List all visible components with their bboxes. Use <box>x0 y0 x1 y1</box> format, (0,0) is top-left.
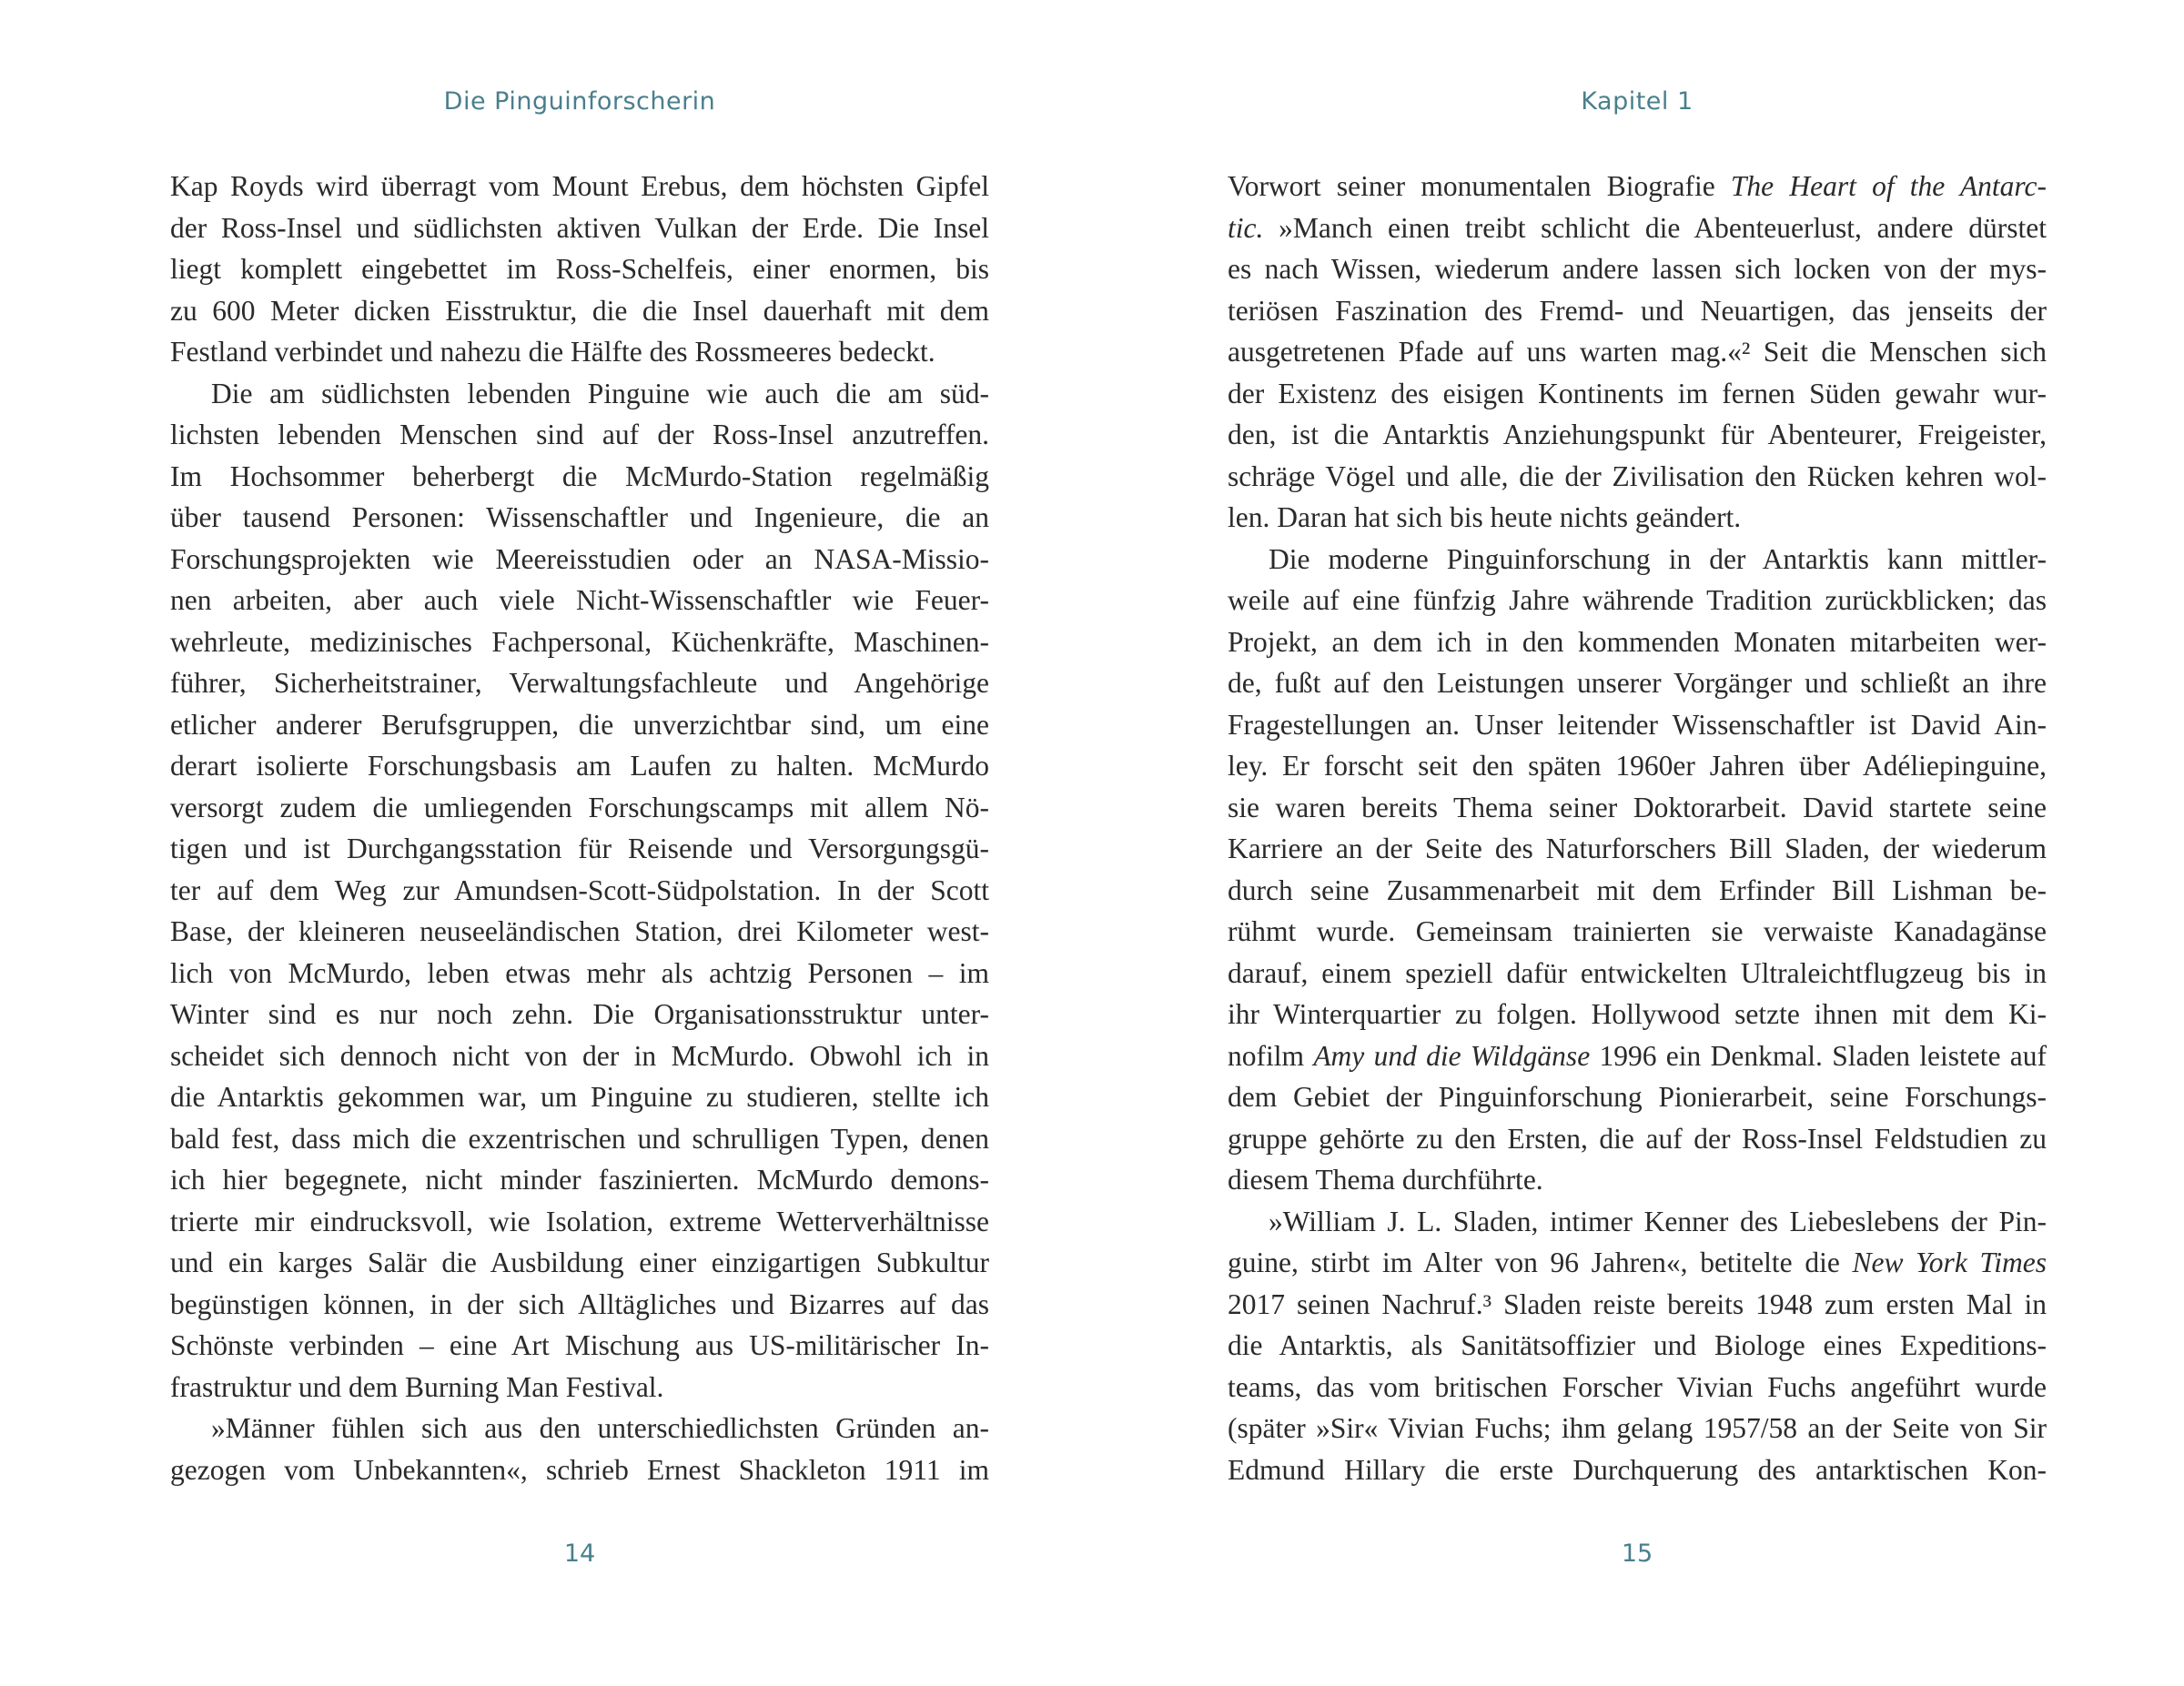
text-line: Forschungsprojekten wie Meereisstudien oder an NASA-Missio- <box>170 542 989 575</box>
text-line: den, ist die Antarktis Anziehungspunkt für Abenteurer, Freigeister, <box>1228 419 2047 450</box>
text-line: der Existenz des eisigen Kontinents im fernen Süden gewahr wur- <box>1228 377 2047 409</box>
text-line: Winter sind es nur noch zehn. Die Organisationsstruktur unter- <box>170 998 989 1030</box>
italic-title: Amy und die Wildgänse <box>1313 1039 1591 1072</box>
running-head: Kapitel 1 <box>1581 87 1694 116</box>
running-head: Die Pinguinforscherin <box>443 87 716 116</box>
text-line: rühmt wurde. Gemeinsam trainierten sie verwaiste Kanadagänse <box>1228 915 2047 947</box>
text-line: Die am südlichsten lebenden Pinguine wie auch die am süd- <box>211 377 989 409</box>
text-segment: 1996 ein Denkmal. Sladen leistete auf <box>1590 1039 2048 1072</box>
italic-title: The Heart of the Antarc- <box>1730 170 2047 202</box>
text-line: teams, das vom britischen Forscher Vivian Fuchs angeführt wurde <box>1228 1370 2047 1403</box>
italic-title: New York Times <box>1852 1247 2048 1278</box>
text-line: »William J. L. Sladen, intimer Kenner des Liebeslebens der Pin- <box>1269 1205 2047 1237</box>
text-line: lichsten lebenden Menschen sind auf der Ross-Insel anzutreffen. <box>170 419 989 450</box>
text-line: Projekt, an dem ich in den kommenden Monaten mitarbeiten wer- <box>1228 625 2047 658</box>
text-segment: guine, stirbt im Alter von 96 Jahren«, betitelte die <box>1228 1247 1853 1278</box>
text-line: (später »Sir« Vivian Fuchs; ihm gelang 1957/58 an der Seite von Sir <box>1228 1412 2047 1444</box>
text-line: darauf, einem speziell dafür entwickelten Ultraleichtflugzeug bis in <box>1228 956 2047 989</box>
text-line <box>1228 166 2047 207</box>
page-number: 14 <box>563 1540 596 1568</box>
text-line: Im Hochsommer beherbergt die McMurdo-Station regelmäßig <box>170 459 989 492</box>
text-line: die Antarktis, als Sanitätsoffizier und Biologe eines Expeditions- <box>1228 1329 2047 1361</box>
text-line: es nach Wissen, wiederum andere lassen sich locken von der mys- <box>1228 253 2047 285</box>
text-line: führer, Sicherheitstrainer, Verwaltungsfachleute und Angehörige <box>170 667 989 699</box>
text-line: ich hier begegnete, nicht minder faszinierten. McMurdo demons- <box>170 1164 989 1196</box>
text-line: ausgetretenen Pfade auf uns warten mag.«² Seit die Menschen sich <box>1228 336 2047 368</box>
text-line: etlicher anderer Berufsgruppen, die unverzichtbar sind, um eine <box>170 708 989 741</box>
left-page <box>170 0 989 1686</box>
text-line: tigen und ist Durchgangsstation für Reisende und Versorgungsgü- <box>170 833 989 864</box>
text-line: ter auf dem Weg zur Amundsen-Scott-Südpolstation. In der Scott <box>170 873 989 906</box>
text-line: schräge Vögel und alle, die der Zivilisation den Rücken kehren wol- <box>1228 459 2047 492</box>
text-line: gruppe gehörte zu den Ersten, die auf der Ross-Insel Feldstudien zu <box>1228 1122 2047 1155</box>
text-line: frastruktur und dem Burning Man Festival. <box>170 1370 664 1403</box>
text-line: und ein karges Salär die Ausbildung einer einzigartigen Subkultur <box>170 1247 989 1278</box>
text-line: lich von McMurdo, leben etwas mehr als achtzig Personen – im <box>170 956 989 989</box>
text-line: über tausend Personen: Wissenschaftler und Ingenieure, die an <box>170 501 989 533</box>
body-text <box>170 166 989 1490</box>
text-line: derart isolierte Forschungsbasis am Laufen zu halten. McMurdo <box>170 750 989 782</box>
text-line: liegt komplett eingebettet im Ross-Schelfeis, einer enormen, bis <box>170 253 989 285</box>
text-line: versorgt zudem die umliegenden Forschungscamps mit allem Nö- <box>170 791 989 823</box>
text-line: teriösen Faszination des Fremd- und Neuartigen, das jenseits der <box>1228 294 2047 327</box>
text-segment: »Manch einen treibt schlicht die Abenteuerlust, andere dürstet <box>1263 211 2047 244</box>
text-line: der Ross-Insel und südlichsten aktiven Vulkan der Erde. Die Insel <box>170 211 989 244</box>
text-line: Festland verbindet und nahezu die Hälfte des Rossmeeres bedeckt. <box>170 336 935 368</box>
text-line: ley. Er forscht seit den späten 1960er Jahren über Adéliepinguine, <box>1228 750 2047 782</box>
text-line <box>1228 207 2047 249</box>
text-line: »Männer fühlen sich aus den unterschiedlichsten Gründen an- <box>211 1412 989 1444</box>
text-line: zu 600 Meter dicken Eisstruktur, die die Insel dauerhaft mit dem <box>170 294 989 327</box>
text-line: scheidet sich dennoch nicht von der in McMurdo. Obwohl ich in <box>170 1039 989 1072</box>
text-line: sie waren bereits Thema seiner Doktorarbeit. David startete seine <box>1228 791 2047 823</box>
page-number: 15 <box>1621 1540 1653 1568</box>
text-line: len. Daran hat sich bis heute nichts geändert. <box>1228 501 1742 533</box>
italic-title: tic. <box>1228 211 1264 244</box>
text-segment: Vorwort seiner monumentalen Biografie <box>1228 170 1731 202</box>
text-line: gezogen vom Unbekannten«, schrieb Ernest Shackleton 1911 im <box>170 1453 989 1486</box>
text-line: Base, der kleineren neuseeländischen Station, drei Kilometer west- <box>170 915 989 947</box>
text-line: trierte mir eindrucksvoll, wie Isolation, extreme Wetterverhältnisse <box>170 1205 989 1237</box>
right-page <box>1228 0 2047 1686</box>
text-line: ihr Winterquartier zu folgen. Hollywood setzte ihnen mit dem Ki- <box>1228 998 2047 1030</box>
text-line: begünstigen können, in der sich Alltägliches und Bizarres auf das <box>170 1287 989 1320</box>
text-line <box>1228 1242 2047 1284</box>
text-line: Edmund Hillary die erste Durchquerung des antarktischen Kon- <box>1228 1453 2047 1486</box>
text-line: Die moderne Pinguinforschung in der Antarktis kann mittler- <box>1269 542 2047 575</box>
text-line <box>1228 1035 2047 1077</box>
text-line: weile auf eine fünfzig Jahre währende Tradition zurückblicken; das <box>1228 584 2047 616</box>
text-line: diesem Thema durchführte. <box>1228 1164 1543 1196</box>
text-line: die Antarktis gekommen war, um Pinguine zu studieren, stellte ich <box>170 1081 989 1113</box>
text-line: nen arbeiten, aber auch viele Nicht-Wissenschaftler wie Feuer- <box>170 584 989 616</box>
text-line: Kap Royds wird überragt vom Mount Erebus, dem höchsten Gipfel <box>170 170 989 202</box>
text-segment: nofilm <box>1228 1039 1314 1072</box>
text-line: wehrleute, medizinisches Fachpersonal, Küchenkräfte, Maschinen- <box>170 625 989 658</box>
text-line: Karriere an der Seite des Naturforschers Bill Sladen, der wiederum <box>1228 833 2047 864</box>
text-line: dem Gebiet der Pinguinforschung Pionierarbeit, seine Forschungs- <box>1228 1081 2047 1113</box>
text-line: durch seine Zusammenarbeit mit dem Erfinder Bill Lishman be- <box>1228 873 2047 906</box>
body-text <box>1228 166 2047 1490</box>
text-line: Schönste verbinden – eine Art Mischung aus US-militärischer In- <box>170 1329 989 1361</box>
text-line: de, fußt auf den Leistungen unserer Vorgänger und schließt an ihre <box>1228 667 2047 699</box>
text-line: bald fest, dass mich die exzentrischen und schrulligen Typen, denen <box>170 1122 989 1155</box>
text-line: Fragestellungen an. Unser leitender Wissenschaftler ist David Ain- <box>1228 708 2047 741</box>
text-line: 2017 seinen Nachruf.³ Sladen reiste bereits 1948 zum ersten Mal in <box>1228 1287 2047 1320</box>
